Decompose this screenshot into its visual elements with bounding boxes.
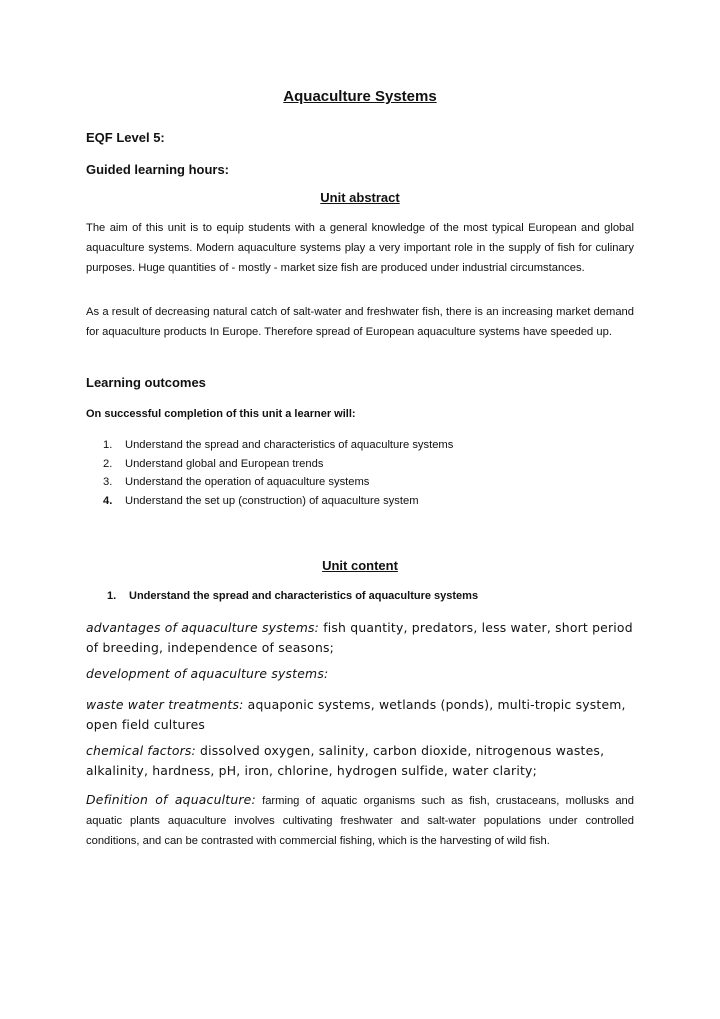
unit-content-item-number: 1. <box>107 590 117 602</box>
list-item-number: 4. <box>103 494 113 507</box>
abstract-paragraph-1: The aim of this unit is to equip students with a general knowledge of the most typical European and global aquaculture systems. Modern aquaculture systems play a very important role in the supply of fish for culinary purposes. Huge quantities of - mostly - market size fish are produced under industrial circumstances. <box>86 222 634 274</box>
entry-term: Definition of aquaculture: <box>86 792 256 807</box>
entry-development <box>86 664 634 684</box>
entry-body: aquaponic systems, wetlands (ponds), multi-tropic system, open field cultures <box>86 697 626 732</box>
entry-definition <box>86 790 634 851</box>
guided-hours-label: Guided learning hours: <box>86 162 230 177</box>
list-item-text: Understand global and European trends <box>125 457 324 470</box>
list-item-number: 3. <box>103 476 113 489</box>
list-item <box>103 455 623 474</box>
entry-waste-water <box>86 695 634 735</box>
unit-content-heading: Unit content <box>322 558 398 573</box>
list-item-text: Understand the operation of aquaculture systems <box>125 476 370 489</box>
entry-body: farming of aquatic organisms such as fish, crustaceans, mollusks and aquatic plants aquaculture involves cultivating freshwater and salt-water populations under controlled conditions, and can be contrasted with commercial fishing, which is the harvesting of wild fish. <box>86 795 634 847</box>
entry-term: development of aquaculture systems: <box>86 666 329 681</box>
learning-outcomes-intro: On successful completion of this unit a learner will: <box>86 408 356 420</box>
unit-content-item <box>107 590 478 602</box>
learning-outcomes-heading: Learning outcomes <box>86 375 206 390</box>
list-item-text: Understand the spread and characteristics of aquaculture systems <box>125 439 454 451</box>
list-item-text: Understand the set up (construction) of aquaculture system <box>125 494 419 507</box>
entry-chemical-factors <box>86 741 634 781</box>
entry-term: chemical factors: <box>86 743 196 758</box>
entry-body: fish quantity, predators, less water, short period of breeding, independence of seasons; <box>86 620 633 655</box>
list-item <box>103 473 623 492</box>
unit-content-item-text: Understand the spread and characteristics of aquaculture systems <box>129 590 479 602</box>
abstract-heading: Unit abstract <box>320 190 400 205</box>
entry-term: waste water treatments: <box>86 697 244 712</box>
eqf-level-label: EQF Level 5: <box>86 130 165 145</box>
list-item <box>103 492 623 511</box>
entry-body: dissolved oxygen, salinity, carbon dioxide, nitrogenous wastes, alkalinity, hardness, pH, iron, chlorine, hydrogen sulfide, water clarity; <box>86 743 605 778</box>
list-item <box>103 436 623 455</box>
abstract-paragraph-2: As a result of decreasing natural catch of salt-water and freshwater fish, there is an increasing market demand for aquaculture products In Europe. Therefore spread of European aquaculture systems have speeded up. <box>86 306 634 338</box>
learning-outcomes-list <box>103 436 623 510</box>
page-title: Aquaculture Systems <box>283 88 437 105</box>
entry-term: advantages of aquaculture systems: <box>86 620 320 635</box>
list-item-number: 2. <box>103 457 113 470</box>
entry-advantages <box>86 618 634 658</box>
list-item-number: 1. <box>103 439 113 451</box>
